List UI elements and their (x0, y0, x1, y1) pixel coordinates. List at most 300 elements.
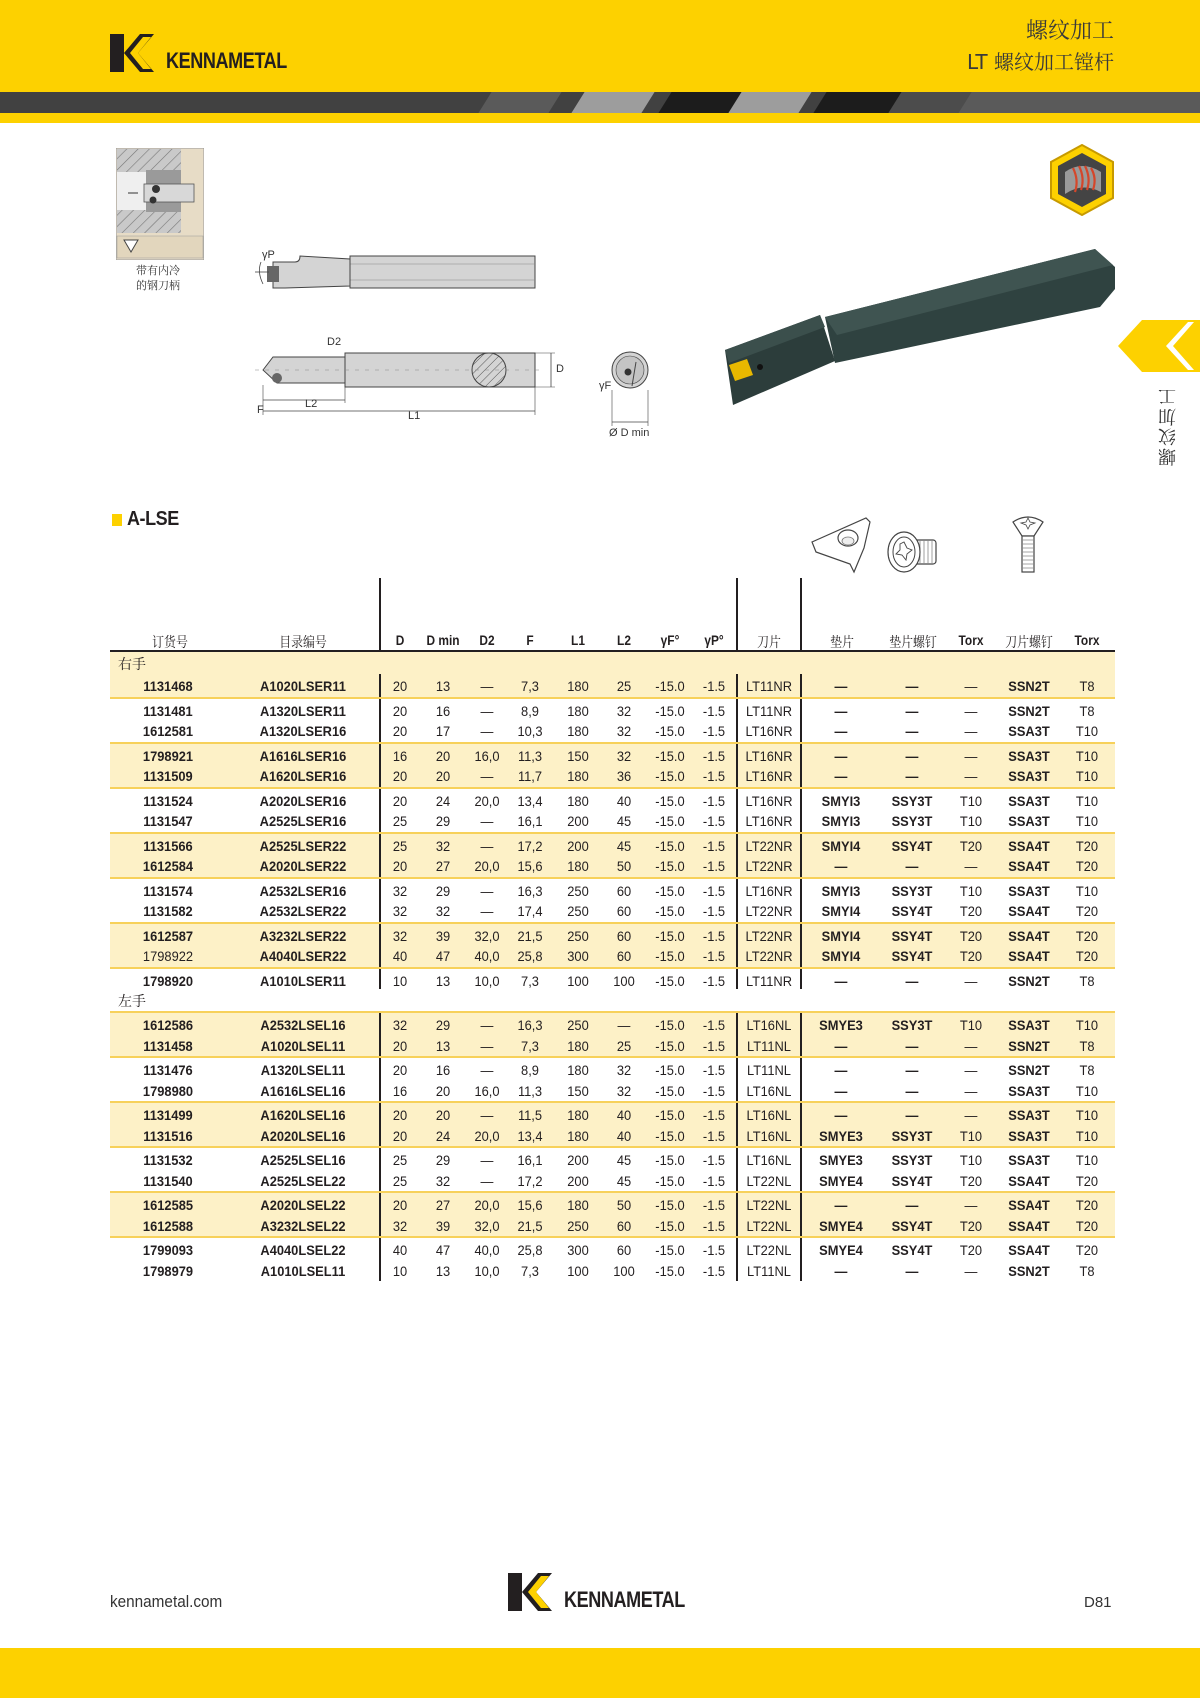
cell-torx-2: T20 (1075, 837, 1099, 854)
cell-l1: 180 (567, 1062, 589, 1078)
cell-d: 16 (392, 747, 408, 764)
column-divider (800, 1058, 802, 1079)
cell-d2: 16,0 (474, 1082, 500, 1099)
cell-f: 15,6 (517, 858, 543, 874)
cell-dmin: 13 (435, 1262, 451, 1279)
footer-yellow-bar (0, 1648, 1200, 1698)
table-row (110, 1079, 1115, 1102)
col-header-gamma-f: γF° (660, 632, 680, 648)
cell-shim-screw: SSY4T (891, 1242, 933, 1258)
cell-order-no: 1798920 (142, 972, 194, 989)
cell-shim: SMYE4 (819, 1172, 863, 1189)
column-divider (379, 789, 381, 810)
cell-insert: LT11NL (747, 1062, 791, 1078)
col-header-d2: D2 (479, 632, 495, 648)
cell-f: 16,1 (517, 1152, 543, 1168)
cell-insert-screw: SSA3T (1008, 1152, 1050, 1168)
column-divider (800, 719, 802, 742)
cell-shim-screw: — (905, 1197, 919, 1213)
cell-dmin: 13 (435, 678, 451, 694)
column-divider (800, 1079, 802, 1102)
cell-gamma-f: -15.0 (655, 702, 685, 719)
table-row (110, 719, 1115, 742)
cell-d2: — (480, 882, 494, 899)
cell-gamma-p: -1.5 (702, 1152, 726, 1168)
cell-torx-1: T10 (959, 792, 983, 809)
cell-d: 20 (392, 1107, 408, 1123)
cell-shim-screw: SSY4T (891, 927, 933, 944)
column-divider (379, 834, 381, 855)
cell-shim: SMYE3 (819, 1017, 863, 1033)
column-divider (379, 1013, 381, 1034)
cell-d: 32 (392, 882, 408, 899)
col-header-l1: L1 (571, 632, 585, 648)
cell-dmin: 29 (435, 882, 451, 899)
cell-l1: 200 (567, 837, 589, 854)
cell-shim-screw: SSY4T (891, 1217, 933, 1234)
cell-torx-1: T20 (959, 948, 983, 964)
cell-gamma-p: -1.5 (702, 678, 726, 694)
cell-catalog-no: A1620LSEL16 (260, 1107, 346, 1123)
chevron-left-double-icon (1118, 320, 1200, 372)
cell-gamma-f: -15.0 (655, 813, 685, 829)
column-divider (736, 1079, 738, 1102)
cell-shim-screw: SSY3T (891, 1127, 933, 1144)
cell-catalog-no: A2020LSEL16 (260, 1127, 346, 1144)
cell-gamma-f: -15.0 (655, 792, 685, 809)
cell-shim: — (834, 1037, 848, 1054)
cell-torx-2: T20 (1075, 927, 1099, 944)
coolant-section-figure (116, 148, 204, 260)
cell-gamma-f: -15.0 (655, 948, 685, 964)
dim-l2: L2 (305, 398, 318, 410)
cell-shim-screw: — (905, 1082, 919, 1099)
cell-l2: 32 (616, 723, 632, 739)
column-divider (379, 1079, 381, 1102)
cell-shim: SMYI4 (821, 927, 861, 944)
cell-shim-screw: — (905, 1262, 919, 1279)
cell-d2: 32,0 (474, 1217, 500, 1234)
cell-d: 20 (392, 1062, 408, 1078)
cell-gamma-f: -15.0 (655, 1082, 685, 1099)
cell-catalog-no: A1320LSER16 (259, 723, 347, 739)
cell-catalog-no: A2532LSER16 (259, 882, 347, 899)
cell-d: 25 (392, 1172, 408, 1189)
cell-d2: — (480, 1037, 494, 1054)
cell-torx-1: — (964, 1037, 978, 1054)
cell-insert-screw: SSA3T (1008, 723, 1050, 739)
cell-order-no: 1798922 (142, 948, 194, 964)
column-divider (736, 879, 738, 900)
table-row (110, 967, 1115, 990)
column-divider (736, 1259, 738, 1282)
col-header-torx-2: Torx (1074, 632, 1100, 648)
col-header-d: D (395, 632, 405, 648)
cell-gamma-p: -1.5 (702, 882, 726, 899)
cell-insert-screw: SSA3T (1008, 1082, 1050, 1099)
cell-torx-1: — (964, 1107, 978, 1123)
cell-insert-screw: SSN2T (1008, 1062, 1050, 1078)
col-header-shim-screw: 垫片螺钉 (889, 635, 937, 651)
cell-d: 40 (392, 948, 408, 964)
cell-d: 20 (392, 1197, 408, 1213)
dim-d: D (556, 363, 564, 375)
cell-d2: 32,0 (474, 927, 500, 944)
cell-d2: — (480, 903, 494, 919)
table-row (110, 877, 1115, 900)
cell-l2: — (617, 1017, 631, 1033)
cell-d: 16 (392, 1082, 408, 1099)
cell-insert-screw: SSA3T (1008, 792, 1050, 809)
cell-catalog-no: A4040LSEL22 (260, 1242, 346, 1258)
cell-insert-screw: SSN2T (1008, 702, 1050, 719)
cell-l2: 60 (616, 882, 632, 899)
cell-torx-1: T10 (959, 813, 983, 829)
footer-website-link[interactable]: kennametal.com (110, 1592, 223, 1611)
cell-order-no: 1131468 (143, 678, 193, 694)
cell-l2: 60 (616, 1242, 632, 1258)
kennametal-logo (110, 34, 313, 72)
cell-d: 20 (392, 723, 408, 739)
cell-l2: 50 (616, 858, 632, 874)
table-row (110, 697, 1115, 720)
cell-catalog-no: A1010LSER11 (260, 972, 346, 989)
cell-gamma-f: -15.0 (655, 723, 685, 739)
column-divider (379, 744, 381, 765)
col-header-torx-1: Torx (958, 632, 984, 648)
cell-f: 8,9 (521, 702, 539, 719)
cell-torx-2: T10 (1075, 1127, 1099, 1144)
cell-insert: LT16NL (746, 1127, 792, 1144)
cell-gamma-p: -1.5 (702, 1242, 726, 1258)
cell-l1: 250 (567, 1017, 589, 1033)
cell-d2: — (480, 1062, 494, 1078)
column-divider (736, 1214, 738, 1237)
cell-order-no: 1798921 (142, 747, 194, 764)
column-divider (736, 1034, 738, 1057)
cell-f: 21,5 (517, 1217, 543, 1234)
dim-gamma-f: γF (599, 380, 612, 392)
cell-l1: 300 (567, 1242, 589, 1258)
cell-l1: 180 (567, 1037, 589, 1054)
cell-gamma-p: -1.5 (702, 903, 726, 919)
cell-d2: — (480, 1107, 494, 1123)
cell-insert: LT16NR (745, 747, 793, 764)
cell-torx-1: T10 (959, 1127, 983, 1144)
cell-gamma-p: -1.5 (702, 1262, 726, 1279)
cell-torx-1: T10 (959, 1152, 983, 1168)
cell-torx-2: T20 (1075, 858, 1099, 874)
cell-shim: — (834, 768, 848, 784)
cell-order-no: 1612586 (142, 1017, 194, 1033)
cell-torx-2: T8 (1079, 1037, 1095, 1054)
cell-catalog-no: A2020LSER16 (259, 792, 347, 809)
column-divider (379, 809, 381, 832)
cell-torx-1: — (964, 1197, 978, 1213)
cell-gamma-f: -15.0 (655, 1017, 685, 1033)
cell-dmin: 16 (435, 1062, 451, 1078)
cell-torx-1: T20 (959, 903, 983, 919)
column-divider (379, 924, 381, 945)
cell-shim-screw: — (905, 1062, 919, 1078)
header-stripe (0, 92, 1200, 113)
cell-insert: LT16NL (746, 1152, 792, 1168)
cell-shim: — (834, 858, 848, 874)
cell-insert-screw: SSA4T (1008, 1172, 1050, 1189)
column-divider (800, 1034, 802, 1057)
column-divider (736, 764, 738, 787)
cell-l1: 150 (567, 747, 589, 764)
cell-d: 32 (392, 927, 408, 944)
tool-side-view-drawing (255, 250, 565, 295)
column-divider (800, 1193, 802, 1214)
insert-screw-icon (1010, 514, 1046, 576)
cell-torx-2: T10 (1075, 768, 1099, 784)
cell-d2: 40,0 (474, 1242, 500, 1258)
cell-l1: 180 (567, 768, 589, 784)
table-row (110, 1146, 1115, 1169)
cell-l1: 180 (567, 1197, 589, 1213)
cell-gamma-f: -15.0 (655, 882, 685, 899)
cell-f: 7,3 (521, 1262, 539, 1279)
cell-torx-1: T20 (959, 1242, 983, 1258)
column-divider (736, 674, 738, 697)
cell-f: 7,3 (521, 678, 539, 694)
cell-order-no: 1612581 (142, 723, 194, 739)
cell-insert-screw: SSA3T (1008, 747, 1050, 764)
cell-l1: 180 (567, 1107, 589, 1123)
cell-insert: LT22NR (745, 858, 793, 874)
cell-l1: 250 (567, 1217, 589, 1234)
cell-shim: SMYE3 (819, 1152, 863, 1168)
cell-shim-screw: SSY3T (891, 1017, 933, 1033)
cell-shim-screw: — (905, 747, 919, 764)
cell-torx-2: T10 (1075, 1017, 1099, 1033)
cell-insert: LT22NL (746, 1242, 792, 1258)
cell-l1: 180 (567, 723, 589, 739)
cell-dmin: 29 (435, 1017, 451, 1033)
cell-d: 20 (392, 768, 408, 784)
cell-d2: 20,0 (474, 792, 500, 809)
column-divider (800, 854, 802, 877)
table-row (110, 787, 1115, 810)
cell-dmin: 27 (435, 1197, 451, 1213)
cell-d: 32 (392, 1217, 408, 1234)
column-divider (736, 809, 738, 832)
internal-thread-icon (1049, 144, 1115, 216)
cell-gamma-p: -1.5 (702, 792, 726, 809)
cell-torx-1: — (964, 768, 978, 784)
cell-l2: 25 (616, 678, 632, 694)
cell-shim-screw: — (905, 1037, 919, 1054)
cell-gamma-p: -1.5 (702, 858, 726, 874)
column-divider (800, 699, 802, 720)
column-divider (736, 789, 738, 810)
cell-l2: 36 (616, 768, 632, 784)
cell-shim: — (834, 702, 848, 719)
column-divider (736, 1103, 738, 1124)
cell-d: 20 (392, 858, 408, 874)
cell-torx-2: T10 (1075, 1152, 1099, 1168)
column-divider (379, 1148, 381, 1169)
column-divider (800, 969, 802, 990)
cell-l2: 25 (616, 1037, 632, 1054)
cell-insert: LT16NL (746, 1082, 792, 1099)
column-divider (379, 944, 381, 967)
cell-dmin: 13 (435, 972, 451, 989)
cell-f: 17,2 (517, 837, 543, 854)
col-header-catalog-no: 目录编号 (279, 635, 327, 651)
cell-l2: 45 (616, 1172, 632, 1189)
cell-order-no: 1131476 (143, 1062, 193, 1078)
cell-gamma-f: -15.0 (655, 1242, 685, 1258)
section-title (112, 508, 185, 531)
cell-catalog-no: A2525LSER16 (259, 813, 347, 829)
cell-torx-2: T20 (1075, 1217, 1099, 1234)
cell-dmin: 32 (435, 837, 451, 854)
cell-insert-screw: SSA3T (1008, 1127, 1050, 1144)
cell-dmin: 17 (435, 723, 451, 739)
cell-d: 20 (392, 1127, 408, 1144)
cell-gamma-f: -15.0 (655, 1197, 685, 1213)
cell-l1: 300 (567, 948, 589, 964)
cell-catalog-no: A2525LSER22 (259, 837, 347, 854)
cell-l2: 32 (616, 747, 632, 764)
cell-torx-1: T20 (959, 1217, 983, 1234)
cell-gamma-p: -1.5 (702, 1037, 726, 1054)
cell-d: 20 (392, 678, 408, 694)
cell-insert-screw: SSA3T (1008, 768, 1050, 784)
column-divider (379, 719, 381, 742)
column-divider (800, 899, 802, 922)
cell-dmin: 20 (435, 747, 451, 764)
cell-d: 10 (392, 972, 408, 989)
dim-f: F (257, 404, 264, 416)
col-header-shim: 垫片 (830, 635, 854, 651)
boring-bar-3d-render (725, 245, 1115, 415)
cell-l1: 100 (567, 972, 589, 989)
cell-insert-screw: SSA4T (1008, 837, 1050, 854)
section-marker-icon (112, 514, 122, 526)
cell-insert: LT22NL (746, 1217, 792, 1234)
column-divider (379, 969, 381, 990)
column-divider (736, 944, 738, 967)
kennametal-k-icon (110, 34, 170, 72)
cell-gamma-p: -1.5 (702, 948, 726, 964)
cell-order-no: 1131532 (143, 1152, 193, 1168)
cell-gamma-p: -1.5 (702, 1127, 726, 1144)
cell-insert: LT11NL (747, 1037, 791, 1054)
cell-torx-2: T8 (1079, 1062, 1095, 1078)
cell-order-no: 1131582 (143, 903, 193, 919)
cell-shim: — (834, 1262, 848, 1279)
column-divider (736, 1148, 738, 1169)
column-divider (736, 924, 738, 945)
cell-insert-screw: SSA3T (1008, 1017, 1050, 1033)
cell-catalog-no: A1320LSER11 (260, 702, 346, 719)
cell-f: 7,3 (521, 972, 539, 989)
cell-dmin: 39 (435, 927, 451, 944)
column-divider (800, 1148, 802, 1169)
cell-torx-1: T20 (959, 1172, 983, 1189)
table-row (110, 922, 1115, 945)
cell-shim: SMYE4 (819, 1217, 863, 1234)
cell-f: 21,5 (517, 927, 543, 944)
cell-catalog-no: A2525LSEL16 (260, 1152, 346, 1168)
header-yellow-strip (0, 113, 1200, 123)
cell-l2: 40 (616, 1107, 632, 1123)
cell-l2: 40 (616, 792, 632, 809)
dim-d-min: Ø D min (609, 427, 650, 439)
group-label: 左手 (118, 994, 146, 1010)
cell-shim-screw: SSY3T (891, 813, 933, 829)
cell-insert: LT11NR (745, 678, 793, 694)
cell-order-no: 1131499 (143, 1107, 193, 1123)
cell-l1: 180 (567, 792, 589, 809)
cell-catalog-no: A2020LSER22 (259, 858, 347, 874)
cell-gamma-f: -15.0 (655, 1152, 685, 1168)
column-divider (800, 1214, 802, 1237)
brand-name: KENNAMETAL (166, 48, 287, 73)
cell-dmin: 39 (435, 1217, 451, 1234)
cell-torx-1: — (964, 858, 978, 874)
cell-shim: — (834, 1062, 848, 1078)
cell-torx-2: T10 (1075, 813, 1099, 829)
cell-insert-screw: SSA3T (1008, 1107, 1050, 1123)
cell-dmin: 29 (435, 813, 451, 829)
cell-torx-1: — (964, 678, 978, 694)
column-divider (736, 969, 738, 990)
cell-insert: LT16NR (745, 768, 793, 784)
table-row (110, 1011, 1115, 1034)
cell-d: 32 (392, 903, 408, 919)
column-divider (800, 879, 802, 900)
group-header-row (110, 652, 1115, 674)
cell-dmin: 13 (435, 1037, 451, 1054)
cell-dmin: 32 (435, 903, 451, 919)
cell-torx-2: T10 (1075, 747, 1099, 764)
cell-insert-screw: SSA4T (1008, 948, 1050, 964)
cell-shim-screw: — (905, 678, 919, 694)
cell-l2: 100 (613, 972, 635, 989)
cell-order-no: 1798979 (142, 1262, 194, 1279)
cell-f: 8,9 (521, 1062, 539, 1078)
cell-l2: 45 (616, 837, 632, 854)
cell-l2: 45 (616, 813, 632, 829)
cell-order-no: 1131524 (143, 792, 193, 809)
cell-f: 16,3 (517, 882, 543, 899)
cell-l1: 180 (567, 1127, 589, 1144)
column-divider (736, 854, 738, 877)
column-divider (379, 1259, 381, 1282)
cell-dmin: 20 (435, 1107, 451, 1123)
cell-l1: 150 (567, 1082, 589, 1099)
cell-d2: 20,0 (474, 1127, 500, 1144)
cell-l1: 250 (567, 927, 589, 944)
table-row (110, 1124, 1115, 1147)
cell-gamma-f: -15.0 (655, 837, 685, 854)
section-title-text: A-LSE (127, 508, 179, 530)
cell-l1: 250 (567, 882, 589, 899)
cell-dmin: 32 (435, 1172, 451, 1189)
cell-d2: — (480, 678, 494, 694)
column-divider (736, 744, 738, 765)
table-row (110, 832, 1115, 855)
cell-torx-1: — (964, 702, 978, 719)
cell-dmin: 16 (435, 702, 451, 719)
table-row (110, 1236, 1115, 1259)
table-row (110, 764, 1115, 787)
